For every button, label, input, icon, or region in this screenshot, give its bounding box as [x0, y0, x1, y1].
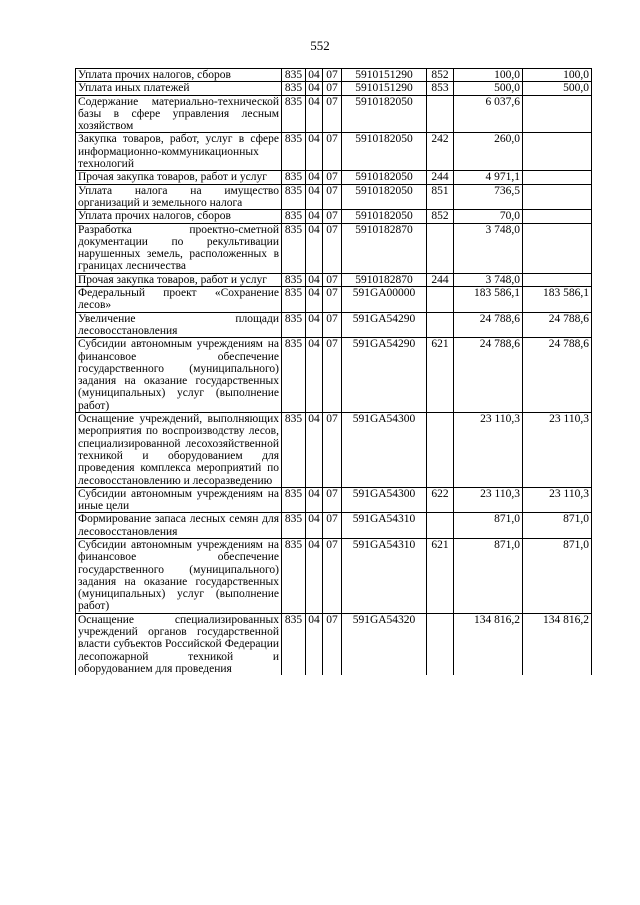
expense-type: 244 [427, 273, 454, 286]
amount-year-2 [523, 223, 592, 273]
grbs-code: 835 [282, 613, 306, 675]
expense-type [427, 413, 454, 488]
section-code: 04 [306, 487, 323, 513]
section-code: 04 [306, 95, 323, 133]
amount-year-2 [523, 133, 592, 171]
amount-year-1: 4 971,1 [454, 171, 523, 184]
amount-year-2 [523, 95, 592, 133]
section-code: 04 [306, 338, 323, 413]
row-name: Формирование запаса лесных семян для лесовосстановления [76, 513, 282, 539]
amount-year-1: 23 110,3 [454, 487, 523, 513]
row-name: Содержание материально-технической базы в сфере управления лесным хозяйством [76, 95, 282, 133]
grbs-code: 835 [282, 538, 306, 613]
row-name: Закупка товаров, работ, услуг в сфере информационно-коммуникационных технологий [76, 133, 282, 171]
amount-year-1: 134 816,2 [454, 613, 523, 675]
target-article: 5910182050 [342, 184, 427, 210]
section-code: 04 [306, 613, 323, 675]
expense-type [427, 613, 454, 675]
expense-type: 621 [427, 538, 454, 613]
target-article: 5910182870 [342, 273, 427, 286]
table-row [76, 613, 592, 675]
target-article: 5910151290 [342, 69, 427, 82]
amount-year-2: 24 788,6 [523, 312, 592, 338]
subsection-code: 07 [323, 487, 342, 513]
subsection-code: 07 [323, 171, 342, 184]
table-row [76, 312, 592, 338]
table-row [76, 273, 592, 286]
subsection-code: 07 [323, 273, 342, 286]
expense-type: 621 [427, 338, 454, 413]
table-row [76, 487, 592, 513]
target-article: 591GA00000 [342, 287, 427, 313]
amount-year-2: 23 110,3 [523, 413, 592, 488]
amount-year-1: 23 110,3 [454, 413, 523, 488]
subsection-code: 07 [323, 513, 342, 539]
amount-year-1: 24 788,6 [454, 312, 523, 338]
subsection-code: 07 [323, 338, 342, 413]
amount-year-1: 24 788,6 [454, 338, 523, 413]
target-article: 591GA54290 [342, 338, 427, 413]
grbs-code: 835 [282, 171, 306, 184]
target-article: 5910151290 [342, 82, 427, 95]
grbs-code: 835 [282, 338, 306, 413]
table-row [76, 133, 592, 171]
subsection-code: 07 [323, 184, 342, 210]
amount-year-2 [523, 273, 592, 286]
target-article: 591GA54310 [342, 513, 427, 539]
row-name: Уплата иных платежей [76, 82, 282, 95]
expense-type: 852 [427, 69, 454, 82]
grbs-code: 835 [282, 184, 306, 210]
expense-type [427, 287, 454, 313]
amount-year-1: 3 748,0 [454, 223, 523, 273]
subsection-code: 07 [323, 95, 342, 133]
amount-year-2: 871,0 [523, 513, 592, 539]
amount-year-1: 871,0 [454, 513, 523, 539]
target-article: 5910182050 [342, 210, 427, 223]
row-name: Уплата налога на имущество организаций и земельного налога [76, 184, 282, 210]
section-code: 04 [306, 223, 323, 273]
amount-year-2: 24 788,6 [523, 338, 592, 413]
section-code: 04 [306, 513, 323, 539]
expense-type [427, 513, 454, 539]
budget-table-body [76, 69, 592, 676]
amount-year-2 [523, 210, 592, 223]
table-row [76, 287, 592, 313]
subsection-code: 07 [323, 287, 342, 313]
amount-year-2: 500,0 [523, 82, 592, 95]
section-code: 04 [306, 210, 323, 223]
row-name: Субсидии автономным учреждениям на финансовое обеспечение государственного (муниципального) задания на оказание государственных (муниципальных) услуг (выполнение работ) [76, 338, 282, 413]
row-name: Прочая закупка товаров, работ и услуг [76, 273, 282, 286]
grbs-code: 835 [282, 513, 306, 539]
expense-type [427, 95, 454, 133]
expense-type [427, 223, 454, 273]
amount-year-1: 871,0 [454, 538, 523, 613]
expense-type: 851 [427, 184, 454, 210]
amount-year-2: 134 816,2 [523, 613, 592, 675]
grbs-code: 835 [282, 223, 306, 273]
table-row [76, 171, 592, 184]
amount-year-2: 100,0 [523, 69, 592, 82]
grbs-code: 835 [282, 287, 306, 313]
target-article: 5910182870 [342, 223, 427, 273]
amount-year-1: 736,5 [454, 184, 523, 210]
amount-year-1: 70,0 [454, 210, 523, 223]
amount-year-1: 183 586,1 [454, 287, 523, 313]
section-code: 04 [306, 133, 323, 171]
amount-year-2: 23 110,3 [523, 487, 592, 513]
section-code: 04 [306, 82, 323, 95]
amount-year-1: 6 037,6 [454, 95, 523, 133]
target-article: 5910182050 [342, 133, 427, 171]
grbs-code: 835 [282, 487, 306, 513]
section-code: 04 [306, 273, 323, 286]
expense-type: 242 [427, 133, 454, 171]
amount-year-1: 500,0 [454, 82, 523, 95]
subsection-code: 07 [323, 69, 342, 82]
row-name: Федеральный проект «Сохранение лесов» [76, 287, 282, 313]
table-row [76, 184, 592, 210]
subsection-code: 07 [323, 538, 342, 613]
amount-year-2 [523, 171, 592, 184]
target-article: 591GA54310 [342, 538, 427, 613]
grbs-code: 835 [282, 133, 306, 171]
budget-table [75, 68, 592, 675]
target-article: 591GA54300 [342, 487, 427, 513]
amount-year-1: 3 748,0 [454, 273, 523, 286]
subsection-code: 07 [323, 82, 342, 95]
section-code: 04 [306, 184, 323, 210]
row-name: Субсидии автономным учреждениям на финансовое обеспечение государственного (муниципального) задания на оказание государственных (муниципальных) услуг (выполнение работ) [76, 538, 282, 613]
table-row [76, 413, 592, 488]
subsection-code: 07 [323, 133, 342, 171]
row-name: Субсидии автономным учреждениям на иные цели [76, 487, 282, 513]
expense-type: 244 [427, 171, 454, 184]
amount-year-2: 183 586,1 [523, 287, 592, 313]
page-number: 552 [310, 38, 330, 53]
grbs-code: 835 [282, 82, 306, 95]
expense-type: 622 [427, 487, 454, 513]
subsection-code: 07 [323, 312, 342, 338]
subsection-code: 07 [323, 413, 342, 488]
section-code: 04 [306, 312, 323, 338]
target-article: 591GA54300 [342, 413, 427, 488]
section-code: 04 [306, 171, 323, 184]
table-row [76, 513, 592, 539]
amount-year-1: 100,0 [454, 69, 523, 82]
row-name: Разработка проектно-сметной документации по рекультивации нарушенных земель, расположенных в границах лесничества [76, 223, 282, 273]
amount-year-2: 871,0 [523, 538, 592, 613]
table-row [76, 538, 592, 613]
amount-year-2 [523, 184, 592, 210]
grbs-code: 835 [282, 312, 306, 338]
section-code: 04 [306, 413, 323, 488]
expense-type: 853 [427, 82, 454, 95]
row-name: Уплата прочих налогов, сборов [76, 69, 282, 82]
table-row [76, 210, 592, 223]
grbs-code: 835 [282, 210, 306, 223]
target-article: 5910182050 [342, 171, 427, 184]
table-row [76, 95, 592, 133]
subsection-code: 07 [323, 210, 342, 223]
target-article: 591GA54290 [342, 312, 427, 338]
grbs-code: 835 [282, 273, 306, 286]
row-name: Оснащение специализированных учреждений органов государственной власти субъектов Российской Федерации лесопожарной техникой и оборудованием для проведения [76, 613, 282, 675]
expense-type [427, 312, 454, 338]
section-code: 04 [306, 538, 323, 613]
amount-year-1: 260,0 [454, 133, 523, 171]
row-name: Уплата прочих налогов, сборов [76, 210, 282, 223]
table-row [76, 338, 592, 413]
target-article: 591GA54320 [342, 613, 427, 675]
subsection-code: 07 [323, 613, 342, 675]
row-name: Прочая закупка товаров, работ и услуг [76, 171, 282, 184]
table-row [76, 69, 592, 82]
row-name: Оснащение учреждений, выполняющих мероприятия по воспроизводству лесов, специализированной лесохозяйственной техникой и оборудованием для проведения комплекса мероприятий по лесовосстановлению и лесоразведению [76, 413, 282, 488]
grbs-code: 835 [282, 95, 306, 133]
table-row [76, 223, 592, 273]
table-row [76, 82, 592, 95]
section-code: 04 [306, 69, 323, 82]
target-article: 5910182050 [342, 95, 427, 133]
grbs-code: 835 [282, 69, 306, 82]
expense-type: 852 [427, 210, 454, 223]
grbs-code: 835 [282, 413, 306, 488]
subsection-code: 07 [323, 223, 342, 273]
section-code: 04 [306, 287, 323, 313]
row-name: Увеличение площади лесовосстановления [76, 312, 282, 338]
